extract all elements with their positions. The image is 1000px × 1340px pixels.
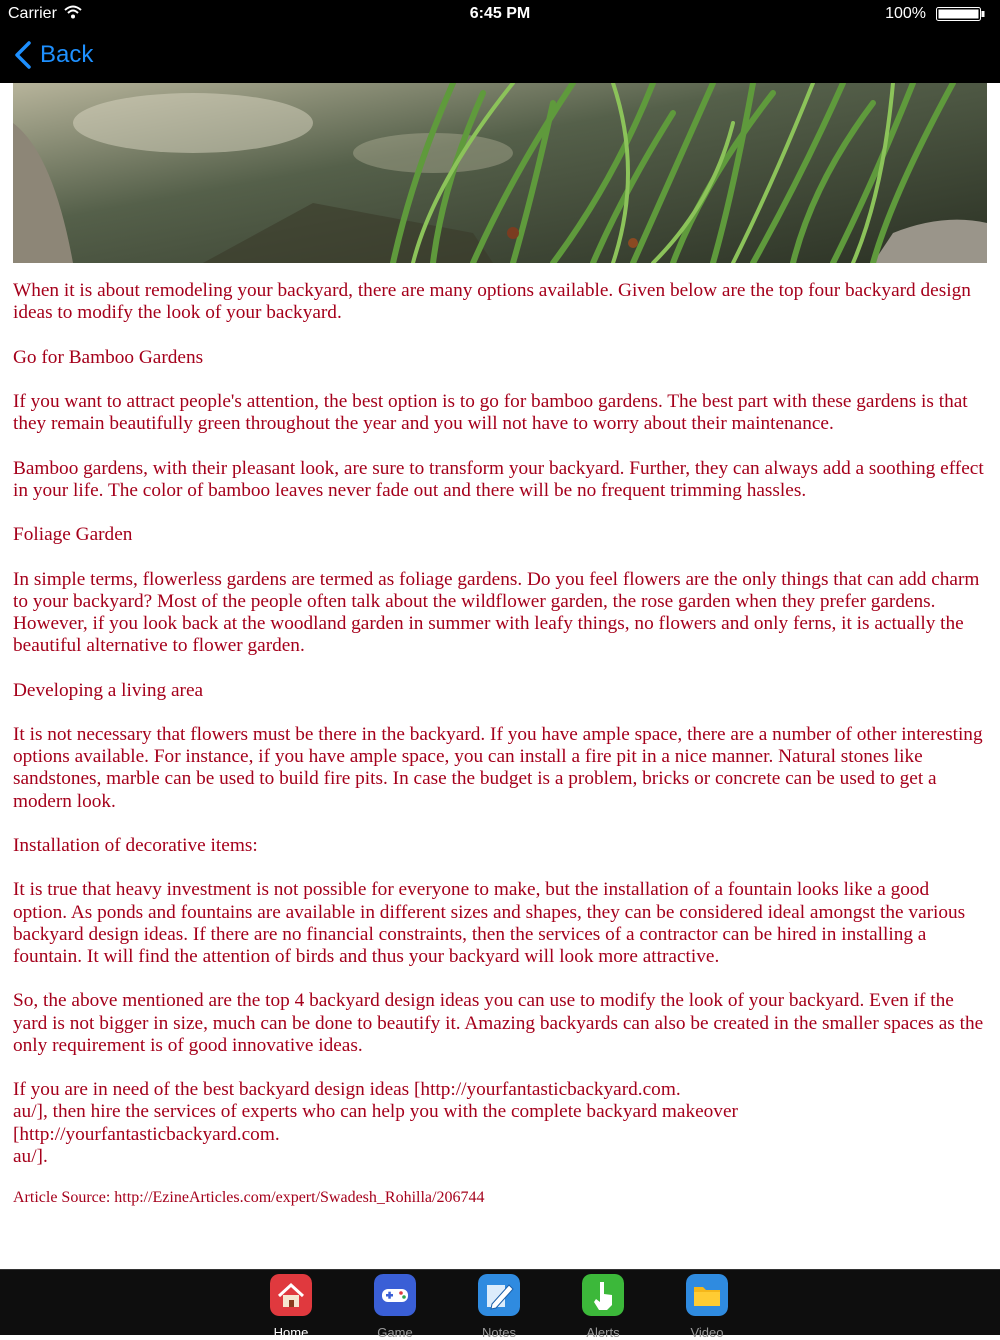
navigation-bar (0, 28, 1000, 83)
pond-reeds-illustration (13, 83, 987, 263)
clock: 6:45 PM (469, 5, 531, 22)
carrier-label: Carrier (8, 5, 57, 22)
chevron-left-icon (14, 41, 32, 69)
tab-label: Home (273, 1325, 309, 1340)
tab-label: Video (690, 1325, 724, 1340)
tab-label: Alerts (586, 1325, 620, 1340)
home-icon (270, 1274, 312, 1316)
article-paragraph: It is not necessary that flowers must be there in the backyard. If you have ample space, there are a number of other interesting options available. For instance, if you have ample space, you can install a fire pit in a nice manner. Natural stones like sandstones, marble can be used to build fire pits. In case the budget is a problem, bricks or concrete can be used to get a modern look. (13, 723, 983, 812)
article-conclusion-paragraph: So, the above mentioned are the top 4 backyard design ideas you can use to modify the look of your backyard. Even if the yard is not bigger in size, much can be done to beautify it. Amazing backyards can also be created in the smaller spaces as the only requirement is of good innovative ideas. (13, 990, 984, 1056)
back-label: Back (40, 41, 94, 68)
tab-game[interactable] (350, 1274, 440, 1340)
article-hero-image (13, 83, 987, 263)
closing-line: If you are in need of the best backyard design ideas [http://yourfantasticbackyard.com. (13, 1079, 681, 1101)
article-paragraph: If you want to attract people's attention, the best option is to go for bamboo gardens. The best part with these gardens is that they remain beautifully green throughout the year and you will not have to worry about their maintenance. (13, 390, 968, 435)
closing-line: [http://yourfantasticbackyard.com. (13, 1123, 280, 1145)
folder-icon (686, 1274, 728, 1316)
back-button[interactable] (14, 38, 93, 72)
article-paragraph: Bamboo gardens, with their pleasant look, are sure to transform your backyard. Further, they can always add a soothing effect in your life. The color of bamboo leaves never fade out and there will be no frequent trimming hassles. (13, 457, 984, 501)
tab-alerts[interactable] (558, 1274, 648, 1340)
article-paragraph: In simple terms, flowerless gardens are termed as foliage gardens. Do you feel flowers are the only things that can add charm to your backyard? Most of the people often talk about the wildflower garden, the rose garden when they prefer gardens. However, if you look back at the woodland garden in summer with leafy things, no flowers and only ferns, it is actually the beautiful alternative to flower garden. (13, 568, 980, 657)
closing-line: au/]. (13, 1145, 48, 1167)
tab-video[interactable] (662, 1274, 752, 1340)
battery-percent: 100% (885, 5, 926, 22)
tab-bar (0, 1269, 1000, 1340)
article-intro-paragraph: When it is about remodeling your backyard, there are many options available. Given below are the top four backyard design ideas to modify the look of your backyard. (13, 280, 971, 324)
section-heading-living-area: Developing a living area (13, 679, 204, 701)
hand-pointer-icon (582, 1274, 624, 1316)
article-closing-paragraph (13, 1079, 987, 1168)
battery-icon (936, 7, 986, 21)
article-source: Article Source: http://EzineArticles.com/expert/Swadesh_Rohilla/206744 (13, 1189, 485, 1207)
gamepad-icon (374, 1274, 416, 1316)
section-heading-bamboo: Go for Bamboo Gardens (13, 346, 204, 368)
tab-label: Notes (482, 1325, 516, 1340)
status-bar (0, 0, 1000, 28)
tab-home[interactable] (246, 1274, 336, 1340)
section-heading-foliage: Foliage Garden (13, 524, 133, 546)
section-heading-decorative: Installation of decorative items: (13, 834, 258, 856)
closing-line: au/], then hire the services of experts who can help you with the complete backyard makeover (13, 1101, 738, 1123)
notes-icon (478, 1274, 520, 1316)
article-body (13, 280, 987, 1208)
tab-notes[interactable] (454, 1274, 544, 1340)
article-paragraph: It is true that heavy investment is not possible for everyone to make, but the installation of a fountain looks like a good option. As ponds and fountains are available in different sizes and shapes, they can be considered ideal amongst the various backyard design ideas. If there are no financial constraints, then the services of a contractor can be hired in installing a fountain. It will find the attention of birds and thus your backyard will look more attractive. (13, 879, 966, 967)
tab-label: Game (377, 1325, 413, 1340)
